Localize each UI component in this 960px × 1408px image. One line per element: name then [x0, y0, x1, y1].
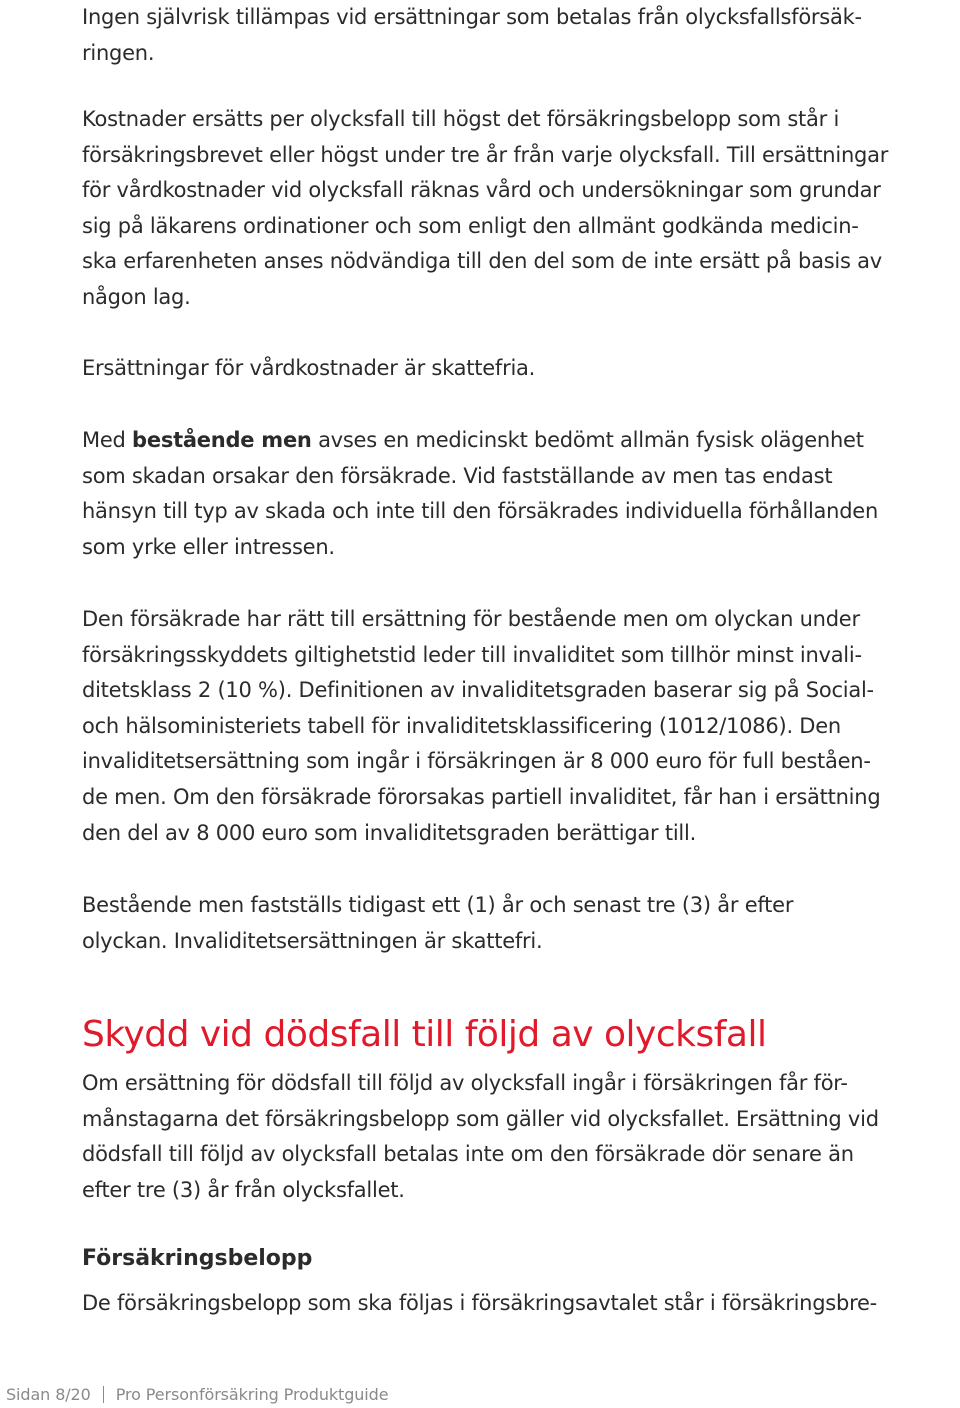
text-line: månstagarna det försäkringsbelopp som gäller vid olycksfallet. Ersättning vid: [82, 1106, 879, 1131]
text-line: den del av 8 000 euro som invaliditetsgraden berättigar till.: [82, 820, 697, 845]
text-line: försäkringsskyddets giltighetstid leder till invaliditet som tillhör minst invali-: [82, 642, 862, 667]
text-line: Bestående men fastställs tidigast ett (1) år och senast tre (3) år efter: [82, 893, 794, 917]
text-line: dödsfall till följd av olycksfall betalas inte om den försäkrade dör senare än: [82, 1142, 854, 1167]
text-line: Om ersättning för dödsfall till följd av olycksfall ingår i försäkringen får för-: [82, 1071, 848, 1095]
section-heading: Skydd vid dödsfall till följd av olycksfall: [82, 1014, 767, 1055]
text-line: De försäkringsbelopp som ska följas i försäkringsavtalet står i försäkringsbre-: [82, 1291, 877, 1315]
paragraph-insurance-amounts: [82, 1286, 958, 1322]
text-line: Ersättningar för vårdkostnader är skattefria.: [82, 356, 536, 380]
paragraph-self-risk: [82, 0, 958, 71]
text-fragment: avses en medicinskt bedömt allmän fysisk olägenhet: [311, 428, 864, 452]
footer-divider: [103, 1386, 104, 1403]
footer-product-name: Pro Personförsäkring Produktguide: [115, 1385, 389, 1404]
paragraph-tax-free: [82, 351, 958, 387]
text-line: någon lag.: [82, 284, 191, 309]
text-line: och hälsoministeriets tabell för invaliditetsklassificering (1012/1086). Den: [82, 713, 841, 738]
text-line: sig på läkarens ordinationer och som enligt den allmänt godkända medicin-: [82, 213, 859, 238]
sub-heading: Försäkringsbelopp: [82, 1246, 313, 1271]
paragraph-determination-time: [82, 888, 958, 959]
text-line: efter tre (3) år från olycksfallet.: [82, 1177, 405, 1202]
text-fragment: Med: [82, 428, 133, 452]
text-line: ringen.: [82, 40, 155, 65]
text-line: hänsyn till typ av skada och inte till den försäkrades individuella förhållanden: [82, 499, 879, 524]
page-number: Sidan 8/20: [6, 1385, 91, 1404]
paragraph-permanent-injury-definition: [82, 423, 958, 565]
page-footer: [6, 1384, 388, 1406]
paragraph-care-costs: [82, 102, 958, 316]
paragraph-invalidity-compensation: [82, 602, 958, 851]
paragraph-death-compensation: [82, 1066, 958, 1208]
text-line: Den försäkrade har rätt till ersättning för bestående men om olyckan under: [82, 607, 860, 631]
text-line: försäkringsbrevet eller högst under tre år från varje olycksfall. Till ersättningar: [82, 142, 889, 167]
text-line: de men. Om den försäkrade förorsakas partiell invaliditet, får han i ersättning: [82, 784, 881, 809]
bold-term: bestående men: [132, 428, 312, 452]
text-line: invaliditetsersättning som ingår i försäkringen är 8 000 euro för full beståen-: [82, 749, 871, 774]
text-line: ska erfarenheten anses nödvändiga till den del som de inte ersätt på basis av: [82, 249, 882, 274]
text-line: [82, 423, 958, 459]
text-line: ditetsklass 2 (10 %). Definitionen av invaliditetsgraden baserar sig på Social-: [82, 678, 874, 703]
text-line: olyckan. Invaliditetsersättningen är skattefri.: [82, 928, 543, 953]
text-line: som yrke eller intressen.: [82, 534, 335, 559]
text-line: Ingen självrisk tillämpas vid ersättningar som betalas från olycksfallsförsäk-: [82, 5, 862, 29]
text-line: Kostnader ersätts per olycksfall till högst det försäkringsbelopp som står i: [82, 107, 840, 131]
text-line: för vårdkostnader vid olycksfall räknas vård och undersökningar som grundar: [82, 178, 881, 203]
text-line: som skadan orsakar den försäkrade. Vid fastställande av men tas endast: [82, 463, 833, 488]
